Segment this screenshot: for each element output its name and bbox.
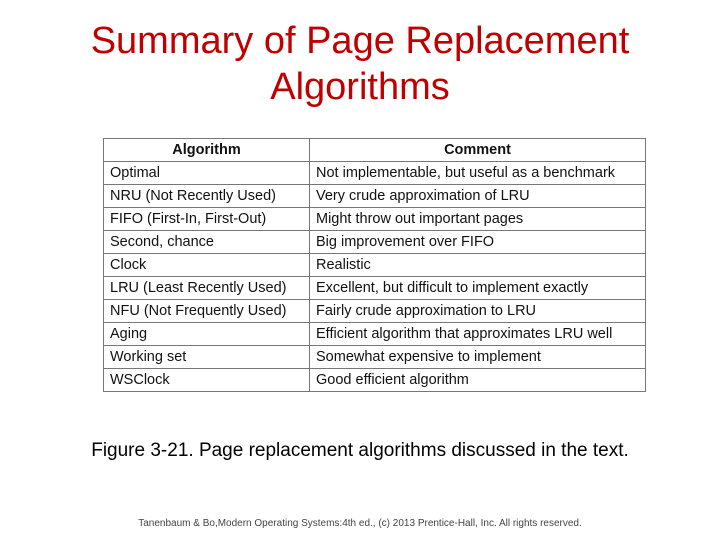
algorithm-cell: LRU (Least Recently Used) — [104, 277, 310, 300]
comment-cell: Fairly crude approximation to LRU — [310, 300, 646, 323]
comment-cell: Excellent, but difficult to implement exactly — [310, 277, 646, 300]
algorithm-cell: Aging — [104, 323, 310, 346]
table-row — [104, 300, 646, 323]
comment-cell: Good efficient algorithm — [310, 369, 646, 392]
algorithm-cell: Clock — [104, 254, 310, 277]
comment-cell: Somewhat expensive to implement — [310, 346, 646, 369]
table-row — [104, 185, 646, 208]
table-row — [104, 323, 646, 346]
comment-cell: Not implementable, but useful as a benchmark — [310, 162, 646, 185]
comment-cell: Efficient algorithm that approximates LRU well — [310, 323, 646, 346]
slide-title — [0, 18, 720, 110]
table-row — [104, 369, 646, 392]
table-row — [104, 231, 646, 254]
algorithm-cell: FIFO (First-In, First-Out) — [104, 208, 310, 231]
copyright-footer: Tanenbaum & Bo,Modern Operating Systems:4th ed., (c) 2013 Prentice-Hall, Inc. All rights reserved. — [138, 518, 582, 529]
algorithm-cell: NFU (Not Frequently Used) — [104, 300, 310, 323]
slide-title-line-1: Summary of Page Replacement — [90, 20, 630, 62]
comment-cell: Very crude approximation of LRU — [310, 185, 646, 208]
header-algorithm: Algorithm — [104, 139, 310, 162]
slide-title-line-2: Algorithms — [270, 66, 450, 108]
comment-cell: Big improvement over FIFO — [310, 231, 646, 254]
comment-cell: Realistic — [310, 254, 646, 277]
table-row — [104, 208, 646, 231]
table-row — [104, 254, 646, 277]
algorithm-cell: Working set — [104, 346, 310, 369]
figure-caption: Figure 3-21. Page replacement algorithms discussed in the text. — [91, 440, 629, 461]
algorithms-table — [103, 138, 646, 392]
algorithm-cell: WSClock — [104, 369, 310, 392]
header-comment: Comment — [310, 139, 646, 162]
comment-cell: Might throw out important pages — [310, 208, 646, 231]
table-body — [104, 162, 646, 392]
table-row — [104, 277, 646, 300]
table-header-row — [104, 139, 646, 162]
algorithm-cell: Optimal — [104, 162, 310, 185]
algorithm-cell: Second, chance — [104, 231, 310, 254]
algorithm-cell: NRU (Not Recently Used) — [104, 185, 310, 208]
table-row — [104, 162, 646, 185]
table-row — [104, 346, 646, 369]
